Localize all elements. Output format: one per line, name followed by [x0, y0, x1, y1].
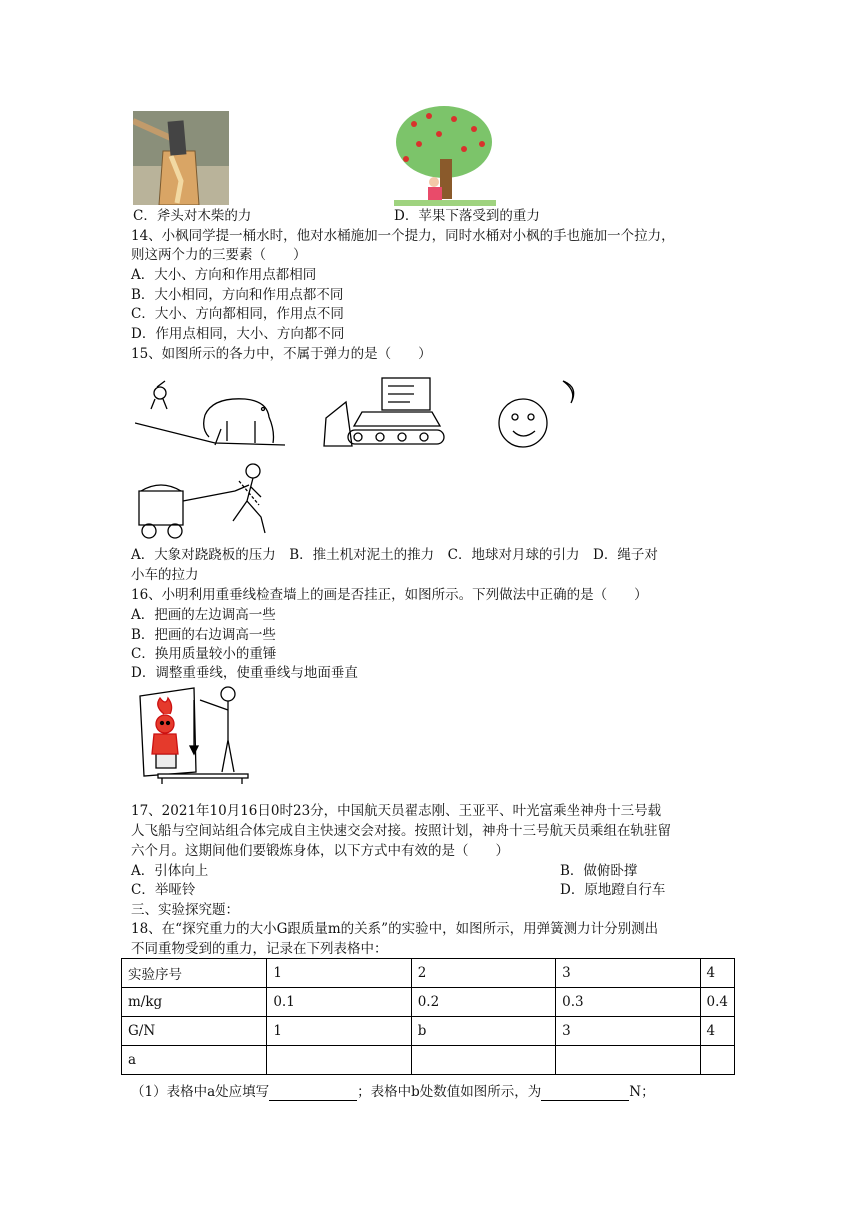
table-cell [411, 1046, 555, 1075]
plumb-line-picture-figure [134, 684, 250, 784]
q16-option-c: C．换用质量较小的重锤 [131, 646, 277, 662]
q15-options-line2: 小车的拉力 [131, 567, 199, 583]
table-cell: 实验序号 [122, 959, 267, 988]
q14-option-c: C．大小、方向都相同，作用点不同 [131, 306, 344, 322]
table-cell: a [122, 1046, 267, 1075]
rope-pulling-cart-figure [135, 461, 285, 543]
apple-tree-image [394, 104, 496, 206]
elephant-seesaw-figure [135, 375, 285, 455]
q18-sub1-part1: （1）表格中a处应填写 [131, 1084, 270, 1100]
q14-option-d: D．作用点相同，大小、方向都不同 [131, 326, 345, 342]
table-cell: 4 [700, 1017, 735, 1046]
answer-blank-b[interactable] [541, 1086, 629, 1101]
table-cell [700, 1046, 735, 1075]
table-cell: 1 [267, 1017, 411, 1046]
q18-stem-line1: 18、在“探究重力的大小G跟质量m的关系”的实验中，如图所示，用弹簧测力计分别测出 [131, 921, 659, 937]
q15-stem: 15、如图所示的各力中，不属于弹力的是（ ） [131, 346, 432, 362]
table-row [122, 1046, 735, 1075]
q16-option-d: D．调整重垂线，使重垂线与地面垂直 [131, 665, 358, 681]
table-cell: 0.1 [267, 988, 411, 1017]
table-cell: 0.2 [411, 988, 555, 1017]
q17-option-b: B．做俯卧撑 [560, 863, 638, 879]
q16-option-b: B．把画的右边调高一些 [131, 627, 276, 643]
bulldozer-figure [322, 372, 448, 454]
table-cell: b [411, 1017, 555, 1046]
table-cell: m/kg [122, 988, 267, 1017]
q17-option-a: A．引体向上 [131, 863, 209, 879]
answer-blank-a[interactable] [269, 1086, 357, 1101]
q14-option-b: B．大小相同，方向和作用点都不同 [131, 287, 344, 303]
q17-stem-line3: 六个月。这期间他们要锻炼身体，以下方式中有效的是（ ） [131, 843, 509, 859]
q18-sub1-part2: ；表格中b处数值如图所示，为 [357, 1084, 542, 1100]
q17-stem-line1: 17、2021年10月16日0时23分，中国航天员翟志刚、王亚平、叶光富乘坐神舟十三号载 [131, 803, 662, 819]
q17-stem-line2: 人飞船与空间站组合体完成自主快速交会对接。按照计划，神舟十三号航天员乘组在轨驻留 [131, 823, 671, 839]
table-cell: 2 [411, 959, 555, 988]
table-cell: 0.4 [700, 988, 735, 1017]
q18-sub1-part3: N； [629, 1084, 655, 1100]
table-row [122, 959, 735, 988]
table-cell: 4 [700, 959, 735, 988]
q14-stem-line1: 14、小枫同学提一桶水时，他对水桶施加一个提力，同时水桶对小枫的手也施加一个拉力， [131, 228, 675, 244]
table-cell: 3 [556, 1017, 700, 1046]
q17-option-d: D．原地蹬自行车 [560, 882, 666, 898]
q14-stem-line2: 则这两个力的三要素（ ） [131, 247, 307, 263]
table-cell [556, 1046, 700, 1075]
q13-option-c: C．斧头对木柴的力 [133, 208, 252, 224]
gravity-data-table [121, 958, 735, 1075]
q18-stem-line2: 不同重物受到的重力，记录在下列表格中： [131, 941, 388, 957]
table-cell [267, 1046, 411, 1075]
q15-options-line1: A．大象对跷跷板的压力 B．推土机对泥土的推力 C．地球对月球的引力 D．绳子对 [131, 547, 658, 563]
table-cell: G/N [122, 1017, 267, 1046]
q14-option-a: A．大小、方向和作用点都相同 [131, 267, 317, 283]
q16-stem: 16、小明利用重垂线检查墙上的画是否挂正，如图所示。下列做法中正确的是（ ） [131, 587, 648, 603]
q18-sub1 [131, 1083, 655, 1101]
table-cell: 1 [267, 959, 411, 988]
q16-option-a: A．把画的左边调高一些 [131, 607, 276, 623]
earth-moon-figure [493, 373, 583, 453]
table-cell: 0.3 [556, 988, 700, 1017]
section-heading: 三、实验探究题： [131, 902, 239, 918]
table-row [122, 1017, 735, 1046]
q13-option-d: D．苹果下落受到的重力 [394, 208, 540, 224]
axe-chopping-wood-image [133, 111, 229, 205]
table-row [122, 988, 735, 1017]
q17-option-c: C．举哑铃 [131, 882, 196, 898]
table-cell: 3 [556, 959, 700, 988]
